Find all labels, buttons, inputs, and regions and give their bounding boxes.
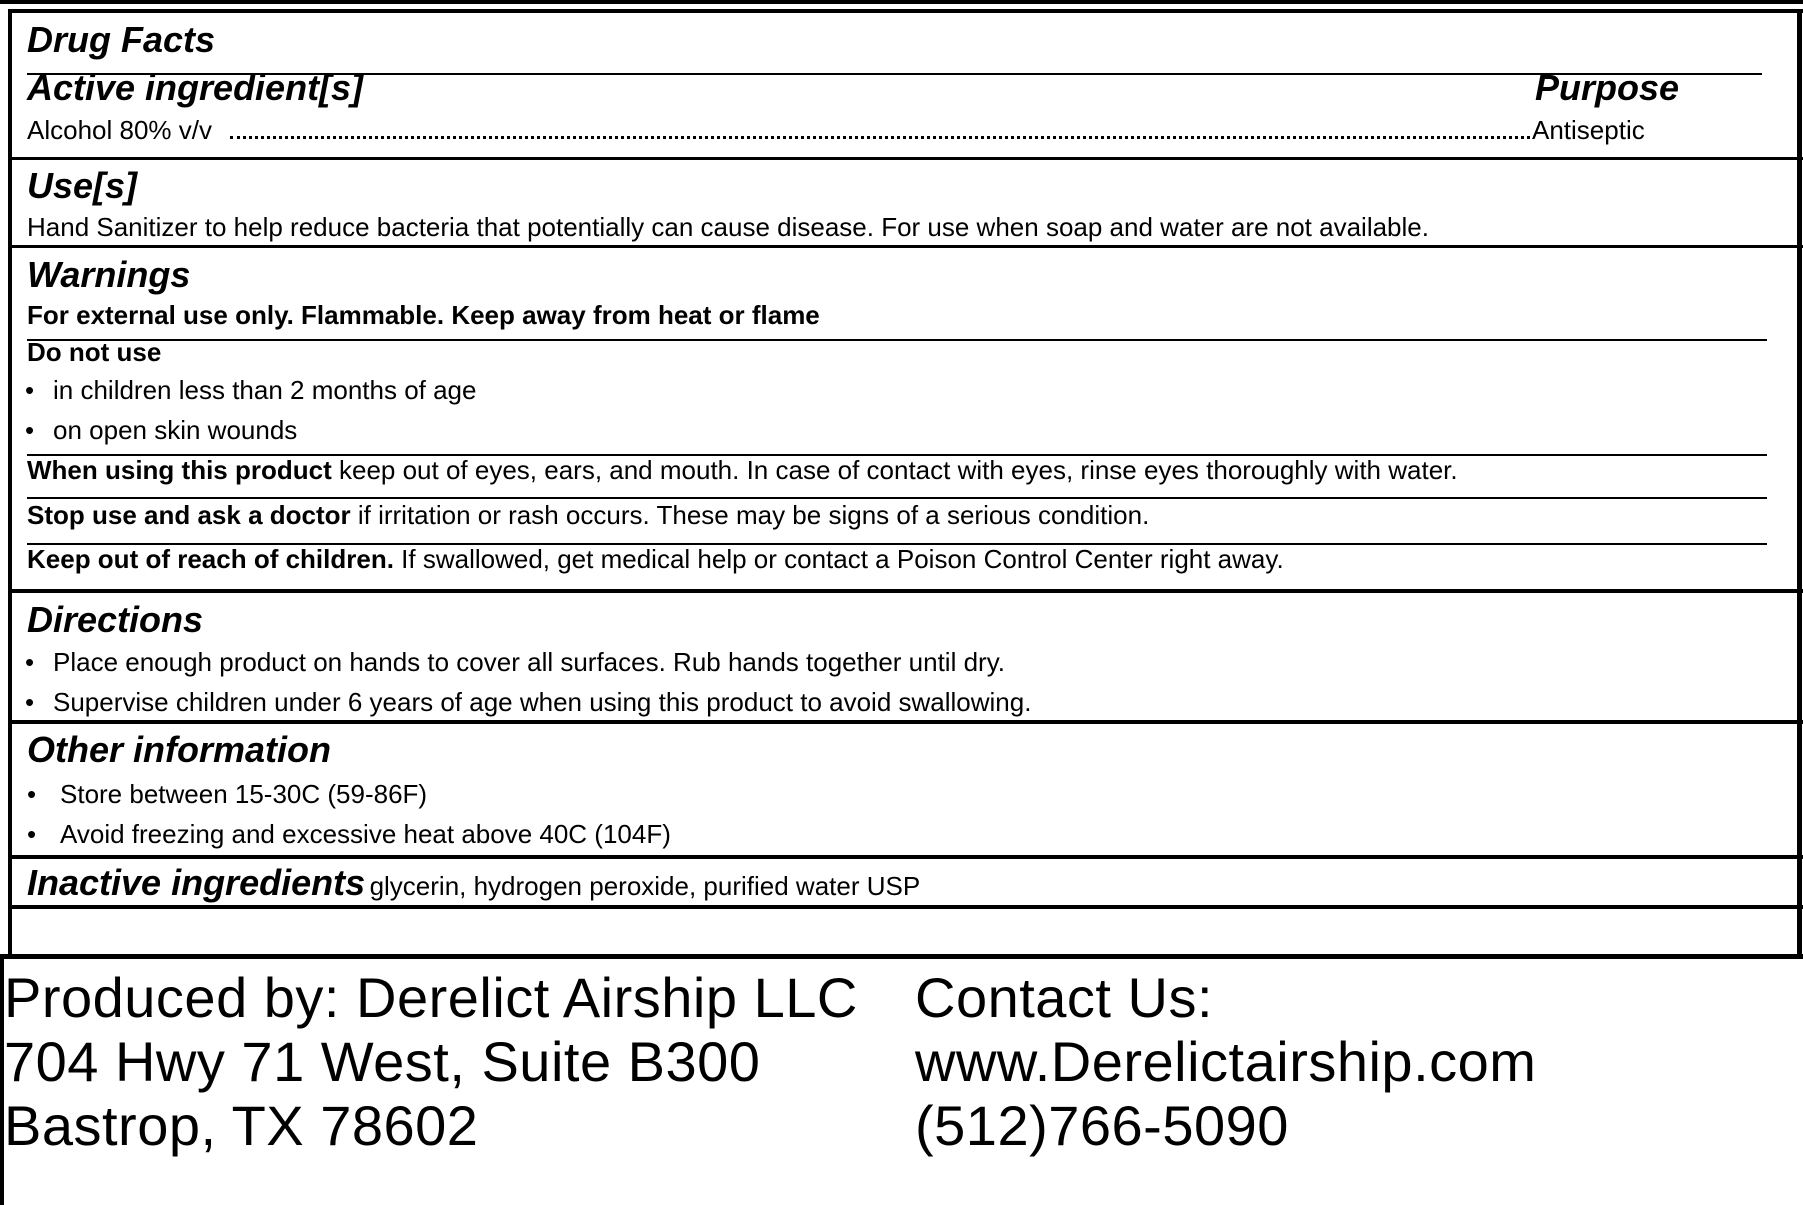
keep-out-line bbox=[27, 546, 1284, 572]
when-using-text: keep out of eyes, ears, and mouth. In case of contact with eyes, rinse eyes thoroughly with water. bbox=[331, 455, 1458, 485]
bullet-icon: • bbox=[25, 647, 35, 677]
section-divider-uses bbox=[8, 245, 1803, 248]
external-use-warning: For external use only. Flammable. Keep away from heat or flame bbox=[27, 300, 820, 330]
warnings-divider-3 bbox=[27, 497, 1767, 499]
inactive-heading: Inactive ingredients bbox=[27, 862, 366, 903]
other-info-item: Avoid freezing and excessive heat above 40C (104F) bbox=[60, 819, 671, 849]
top-border bbox=[0, 0, 1803, 4]
left-border bbox=[8, 9, 12, 957]
do-not-use-heading: Do not use bbox=[27, 337, 162, 367]
producer-line-1: Produced by: Derelict Airship LLC bbox=[4, 966, 858, 1029]
active-purpose: Antiseptic bbox=[1532, 115, 1645, 145]
producer-line-3: Bastrop, TX 78602 bbox=[4, 1094, 479, 1157]
direction-item: Supervise children under 6 years of age when using this product to avoid swallowing. bbox=[53, 687, 1032, 717]
contact-phone: (512)766-5090 bbox=[915, 1094, 1289, 1157]
uses-text: Hand Sanitizer to help reduce bacteria that potentially can cause disease. For use when soap and water are not available. bbox=[27, 212, 1429, 242]
right-border bbox=[1797, 9, 1802, 957]
warnings-divider-1 bbox=[27, 339, 1767, 341]
when-using-line bbox=[27, 457, 1458, 483]
dotted-leader bbox=[230, 132, 1530, 139]
bullet-icon: • bbox=[27, 819, 37, 849]
do-not-use-item: in children less than 2 months of age bbox=[53, 375, 477, 405]
stop-use-text: if irritation or rash occurs. These may be signs of a serious condition. bbox=[350, 500, 1150, 530]
purpose-heading: Purpose bbox=[1535, 67, 1680, 108]
do-not-use-item: on open skin wounds bbox=[53, 415, 298, 445]
top-border-inner bbox=[8, 9, 1803, 13]
when-using-label: When using this product bbox=[27, 455, 332, 485]
section-divider-active bbox=[8, 157, 1803, 160]
active-ingredients-heading: Active ingredient[s] bbox=[27, 67, 364, 108]
contact-website: www.Derelictairship.com bbox=[915, 1030, 1537, 1093]
stop-use-line bbox=[27, 502, 1149, 528]
producer-line-2: 704 Hwy 71 West, Suite B300 bbox=[4, 1030, 761, 1093]
bullet-icon: • bbox=[25, 415, 35, 445]
uses-heading: Use[s] bbox=[27, 165, 138, 206]
bullet-icon: • bbox=[25, 375, 35, 405]
other-info-heading: Other information bbox=[27, 729, 331, 770]
stop-use-label: Stop use and ask a doctor bbox=[27, 500, 351, 530]
active-ingredient: Alcohol 80% v/v bbox=[27, 115, 212, 145]
drug-facts-title: Drug Facts bbox=[27, 19, 216, 60]
contact-heading: Contact Us: bbox=[915, 966, 1214, 1029]
keep-out-label: Keep out of reach of children. bbox=[27, 544, 394, 574]
direction-item: Place enough product on hands to cover all surfaces. Rub hands together until dry. bbox=[53, 647, 1005, 677]
inactive-line bbox=[27, 862, 921, 903]
section-divider-warnings bbox=[8, 589, 1803, 593]
section-divider-other bbox=[8, 855, 1803, 859]
other-info-item: Store between 15-30C (59-86F) bbox=[60, 779, 428, 809]
label-bottom-border bbox=[0, 954, 1803, 959]
bullet-icon: • bbox=[27, 779, 37, 809]
bullet-icon: • bbox=[25, 687, 35, 717]
directions-heading: Directions bbox=[27, 599, 204, 640]
keep-out-text: If swallowed, get medical help or contact a Poison Control Center right away. bbox=[393, 544, 1284, 574]
section-divider-directions bbox=[8, 720, 1803, 724]
warnings-heading: Warnings bbox=[27, 254, 191, 295]
inactive-text: glycerin, hydrogen peroxide, purified water USP bbox=[369, 871, 921, 901]
section-divider-inactive bbox=[8, 905, 1803, 909]
